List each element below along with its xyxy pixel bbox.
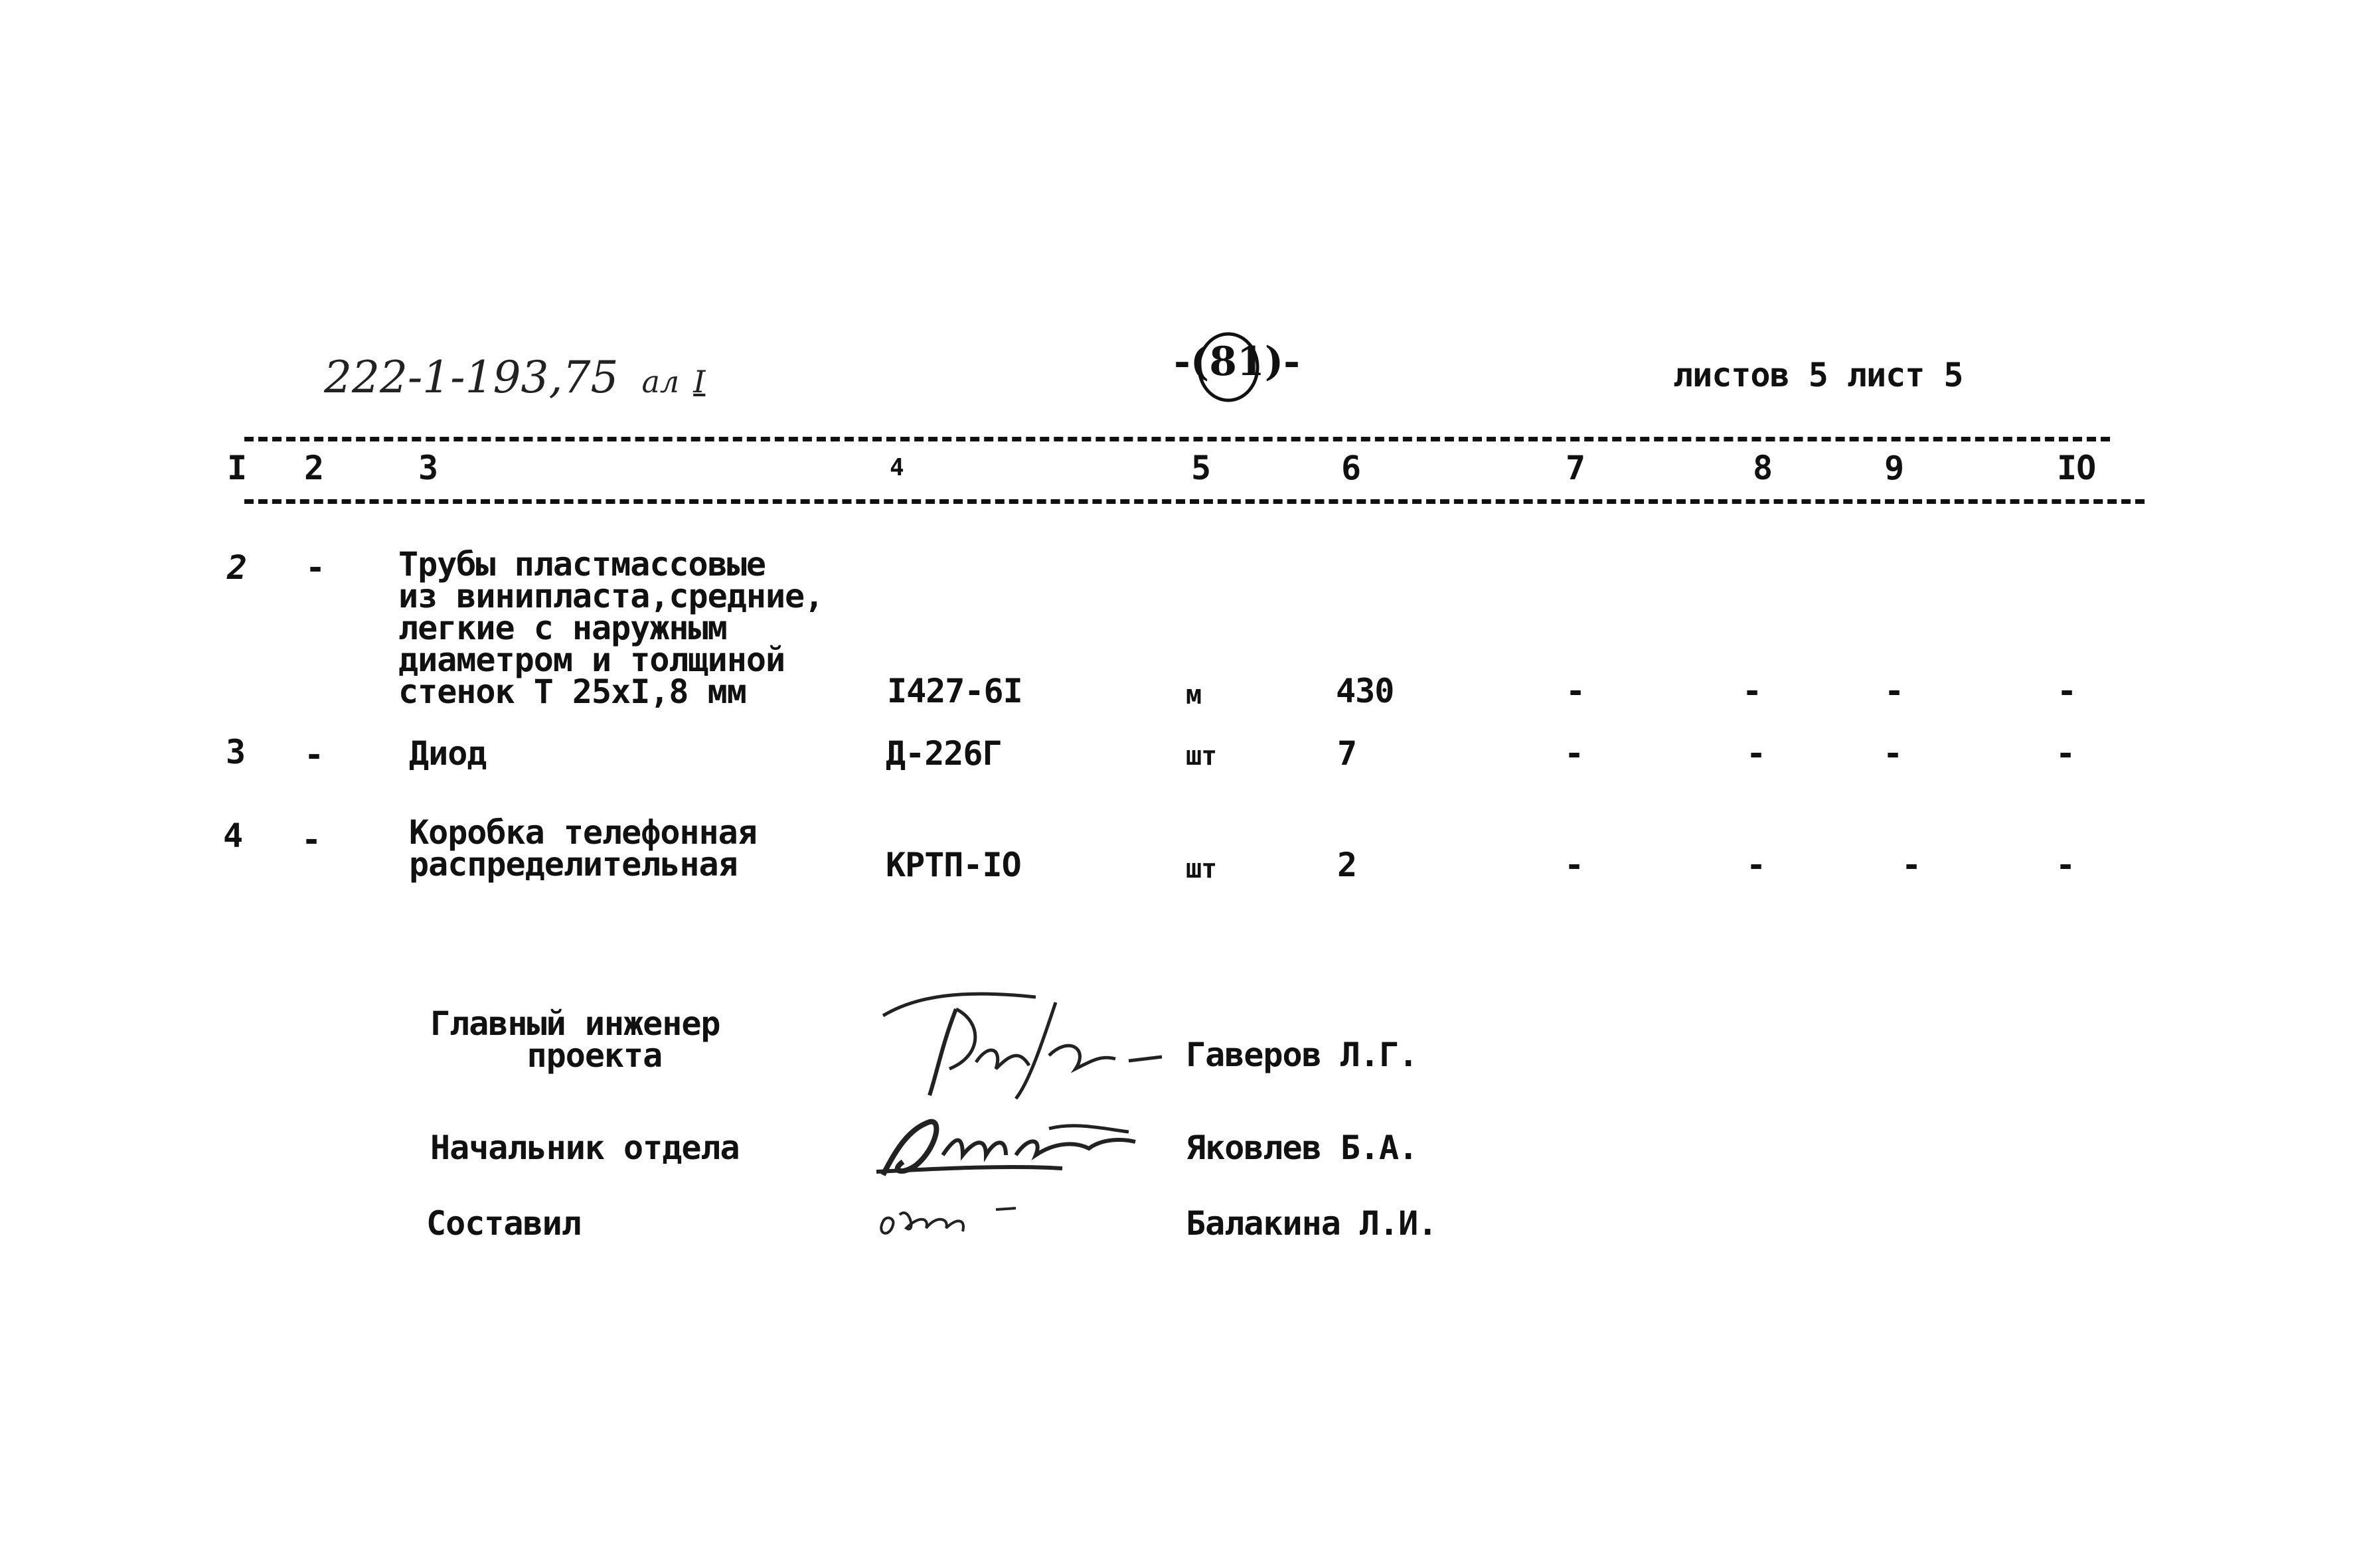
col-header-1: I	[227, 449, 247, 487]
row-col2: -	[304, 736, 324, 774]
row-col9: -	[1902, 846, 1921, 884]
col-header-7: 7	[1566, 449, 1585, 487]
signature-role-compiler: Составил	[426, 1204, 581, 1243]
handwritten-signature	[876, 982, 1182, 1109]
row-number: 3	[226, 733, 246, 771]
handwritten-signature	[863, 1102, 1155, 1188]
row-col8: -	[1742, 672, 1762, 710]
col-header-3: 3	[418, 449, 438, 487]
row-col2: -	[301, 821, 321, 859]
row-item-code: КРТП-IO	[886, 846, 1021, 884]
row-item-name: Коробка телефонная распределительная	[409, 813, 757, 884]
row-item-unit: шт	[1186, 741, 1217, 771]
row-col7: -	[1564, 734, 1584, 773]
row-col10: -	[2056, 734, 2075, 773]
row-col9: -	[1883, 734, 1903, 773]
row-col10: -	[2057, 672, 2077, 710]
signature-role-chief-engineer: Главный инженер проекта	[430, 1004, 720, 1075]
col-header-10: IO	[2057, 449, 2096, 487]
col-header-4: 4	[890, 454, 904, 481]
signature-role-department-head: Начальник отдела	[430, 1129, 740, 1167]
header-rule-top	[244, 437, 2110, 441]
row-number: 4	[223, 817, 243, 855]
row-col10: -	[2056, 846, 2075, 884]
album-mark: ал	[641, 364, 680, 400]
row-item-name: Трубы пластмассовые из винипласта,средние, легкие с наружным диаметром и толщиной стенок Т 25хI,8 мм	[398, 545, 824, 711]
page-number-text: -(81)-	[1174, 339, 1301, 385]
col-header-6: 6	[1341, 449, 1361, 487]
signature-name-chief-engineer: Гаверов Л.Г.	[1186, 1036, 1418, 1074]
sheet-count: листов 5 лист 5	[1673, 356, 1963, 394]
row-col2: -	[305, 548, 325, 587]
col-header-2: 2	[304, 449, 324, 487]
page-number-circle	[1195, 331, 1261, 404]
row-col7: -	[1564, 846, 1584, 884]
doc-code-number: 222-1-193,75	[324, 352, 619, 403]
row-item-code: Д-226Г	[886, 734, 1002, 773]
row-item-unit: м	[1186, 680, 1202, 710]
album-numeral: I	[693, 364, 706, 400]
col-header-9: 9	[1884, 449, 1904, 487]
row-item-qty: 2	[1337, 846, 1357, 884]
doc-code	[324, 352, 705, 403]
header-rule-bottom	[244, 499, 2145, 504]
signature-name-department-head: Яковлев Б.А.	[1186, 1129, 1418, 1167]
row-col9: -	[1884, 672, 1904, 710]
handwritten-signature	[870, 1195, 1029, 1241]
col-header-8: 8	[1753, 449, 1773, 487]
row-item-unit: шт	[1186, 854, 1217, 884]
col-header-5: 5	[1191, 449, 1211, 487]
row-col8: -	[1746, 846, 1766, 884]
row-item-code: I427-6I	[887, 672, 1022, 710]
row-item-qty: 7	[1337, 734, 1357, 773]
row-item-name: Диод	[409, 734, 487, 773]
row-number: 2	[227, 548, 247, 587]
row-item-qty: 430	[1336, 672, 1394, 710]
row-col7: -	[1566, 672, 1585, 710]
signature-name-compiler: Балакина Л.И.	[1186, 1204, 1437, 1243]
row-col8: -	[1746, 734, 1766, 773]
